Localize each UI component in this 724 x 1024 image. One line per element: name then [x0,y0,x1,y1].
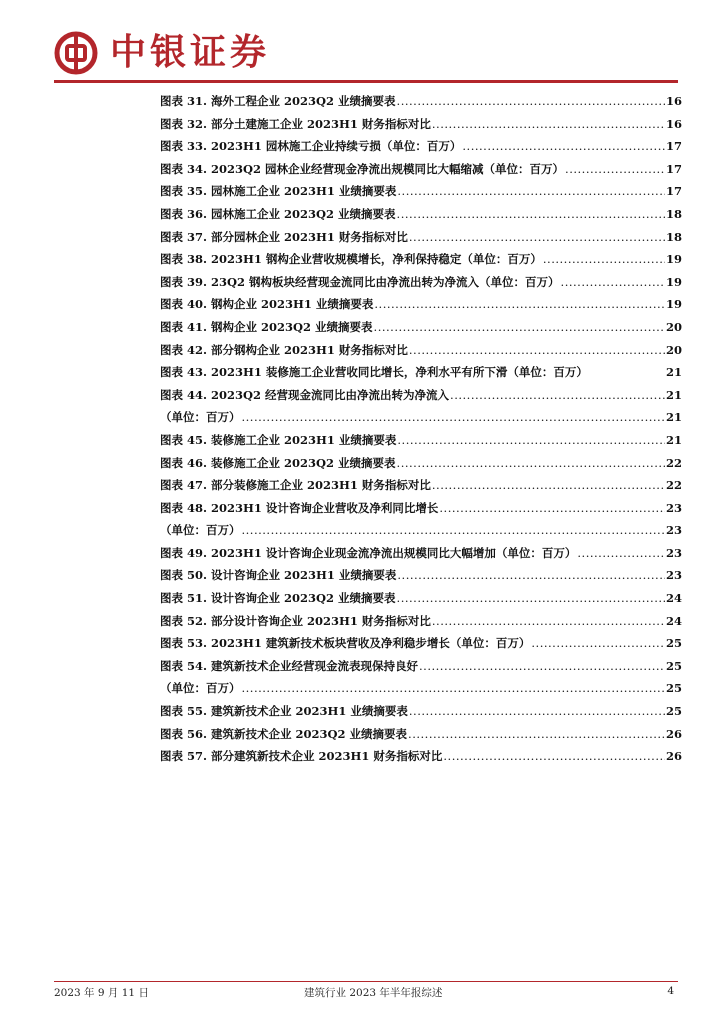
toc-entry[interactable] [160,409,682,432]
toc-dot-leader [432,614,665,628]
toc-entry-title: （单位：百万） [160,410,241,425]
toc-entry[interactable] [160,477,682,500]
toc-entry-page: 21 [665,432,682,447]
toc-entry-page: 25 [665,681,682,696]
toc-entry-page: 20 [665,319,682,334]
toc-entry-title: 图表 40. 钢构企业 2023H1 业绩摘要表 [160,297,374,312]
toc-entry-page: 26 [665,749,682,764]
toc-entry-title: 图表 57. 部分建筑新技术企业 2023H1 财务指标对比 [160,749,443,764]
toc-dot-leader [543,252,665,266]
toc-dot-leader [462,139,665,153]
toc-dot-leader [577,546,665,560]
toc-dot-leader [561,275,665,289]
toc-entry-page: 26 [665,726,682,741]
toc-entry[interactable] [160,500,682,523]
toc-entry[interactable] [160,680,682,703]
toc-entry-title: 图表 41. 钢构企业 2023Q2 业绩摘要表 [160,319,373,334]
toc-entry-title: 图表 32. 部分土建施工企业 2023H1 财务指标对比 [160,116,431,131]
toc-entry-page: 23 [665,568,682,583]
toc-entry-title: 图表 38. 2023H1 钢构企业营收规模增长，净利保持稳定（单位：百万） [160,252,542,267]
toc-entry-title: （单位：百万） [160,681,241,696]
toc-dot-leader [374,320,665,334]
toc-dot-leader [397,94,665,108]
toc-entry-page: 22 [665,478,682,493]
toc-entry-page: 20 [665,342,682,357]
page-header [54,28,270,78]
toc-entry[interactable] [160,342,682,365]
toc-entry-page: 21 [665,387,682,402]
toc-dot-leader [242,410,665,424]
toc-entry-title: 图表 31. 海外工程企业 2023Q2 业绩摘要表 [160,94,396,108]
toc-entry[interactable] [160,590,682,613]
toc-entry-title: 图表 52. 部分设计咨询企业 2023H1 财务指标对比 [160,613,431,628]
toc-entry-page: 21 [665,365,682,380]
toc-entry-title: 图表 34. 2023Q2 园林企业经营现金净流出规模同比大幅缩减（单位：百万） [160,161,565,176]
toc-entry-title: 图表 50. 设计咨询企业 2023H1 业绩摘要表 [160,568,397,583]
toc-dot-leader [397,568,665,582]
toc-dot-leader [409,230,665,244]
toc-entry[interactable] [160,658,682,681]
brand-name: 中银证券 [110,32,271,73]
toc-entry[interactable] [160,387,682,410]
toc-entry-page: 19 [665,297,682,312]
toc-dot-leader [565,162,665,176]
toc-entry-page: 18 [665,206,682,221]
toc-entry[interactable] [160,613,682,636]
toc-entry[interactable] [160,703,682,726]
footer-date: 2023 年 9 月 11 日 [54,987,149,999]
toc-entry[interactable] [160,229,682,252]
header-divider [54,80,678,83]
toc-dot-leader [374,297,665,311]
toc-entry-title: 图表 45. 装修施工企业 2023H1 业绩摘要表 [160,432,397,447]
toc-entry-title: 图表 42. 部分钢构企业 2023H1 财务指标对比 [160,342,408,357]
toc-entry-title: 图表 55. 建筑新技术企业 2023H1 业绩摘要表 [160,704,408,719]
toc-entry-page: 17 [665,184,682,199]
toc-entry-title: 图表 49. 2023H1 设计咨询企业现金流净流出规模同比大幅增加（单位：百万） [160,545,577,560]
toc-entry-page: 19 [665,252,682,267]
toc-entry-page: 23 [665,500,682,515]
toc-entry-page: 18 [665,229,682,244]
toc-entry-title: 图表 43. 2023H1 装修施工企业营收同比增长，净利水平有所下滑（单位：百万） [160,365,588,380]
toc-entry-title: （单位：百万） [160,523,241,538]
toc-entry-page: 16 [665,94,682,108]
toc-entry-title: 图表 47. 部分装修施工企业 2023H1 财务指标对比 [160,478,431,493]
toc-entry[interactable] [160,251,682,274]
toc-entry[interactable] [160,296,682,319]
toc-dot-leader [397,433,665,447]
toc-entry[interactable] [160,522,682,545]
footer-title: 建筑行业 2023 年半年报综述 [304,987,443,999]
toc-dot-leader [419,659,665,673]
toc-entry[interactable] [160,206,682,229]
toc-entry-title: 图表 56. 建筑新技术企业 2023Q2 业绩摘要表 [160,726,408,741]
toc-entry[interactable] [160,319,682,342]
toc-entry-title: 图表 54. 建筑新技术企业经营现金流表现保持良好 [160,658,419,673]
toc-entry[interactable] [160,455,682,478]
toc-entry-title: 图表 51. 设计咨询企业 2023Q2 业绩摘要表 [160,591,396,606]
toc-entry[interactable] [160,116,682,139]
toc-entry-page: 25 [665,658,682,673]
toc-entry[interactable] [160,364,682,387]
toc-dot-leader [450,388,665,402]
toc-entry-page: 25 [665,636,682,651]
toc-entry-page: 25 [665,704,682,719]
toc-dot-leader [432,478,665,492]
toc-entry[interactable] [160,635,682,658]
toc-entry-title: 图表 44. 2023Q2 经营现金流同比由净流出转为净流入 [160,387,450,402]
toc-dot-leader [409,343,665,357]
toc-entry[interactable] [160,274,682,297]
toc-dot-leader [443,749,665,763]
toc-dot-leader [408,727,665,741]
page-footer [54,985,674,1001]
toc-entry-title: 图表 48. 2023H1 设计咨询企业营收及净利同比增长 [160,500,439,515]
toc-dot-leader [242,523,665,537]
toc-entry-page: 23 [665,523,682,538]
toc-entry[interactable] [160,93,682,116]
toc-entry-page: 17 [665,161,682,176]
toc-entry[interactable] [160,183,682,206]
figure-list [160,93,682,771]
page-number: 4 [667,985,674,997]
toc-entry[interactable] [160,545,682,568]
toc-entry[interactable] [160,567,682,590]
toc-entry-page: 16 [665,116,682,131]
toc-entry-page: 24 [665,591,682,606]
boc-logo-icon [54,31,98,75]
toc-entry-page: 19 [665,274,682,289]
toc-entry-title: 图表 36. 园林施工企业 2023Q2 业绩摘要表 [160,206,396,221]
toc-entry-title: 图表 46. 装修施工企业 2023Q2 业绩摘要表 [160,455,396,470]
toc-entry[interactable] [160,726,682,749]
toc-dot-leader [432,117,665,131]
toc-entry-page: 23 [665,545,682,560]
toc-dot-leader [397,207,665,221]
toc-dot-leader [397,456,665,470]
footer-divider [54,981,678,982]
toc-dot-leader [439,501,665,515]
toc-entry-title: 图表 35. 园林施工企业 2023H1 业绩摘要表 [160,184,397,199]
toc-entry[interactable] [160,432,682,455]
toc-entry-title: 图表 39. 23Q2 钢构板块经营现金流同比由净流出转为净流入（单位：百万） [160,274,560,289]
toc-entry[interactable] [160,161,682,184]
toc-entry[interactable] [160,138,682,161]
toc-entry-page: 17 [665,139,682,154]
toc-dot-leader [531,636,665,650]
toc-entry-page: 21 [665,410,682,425]
toc-entry-title: 图表 53. 2023H1 建筑新技术板块营收及净利稳步增长（单位：百万） [160,636,531,651]
toc-entry-page: 22 [665,455,682,470]
toc-dot-leader [242,681,665,695]
toc-entry-title: 图表 33. 2023H1 园林施工企业持续亏损（单位：百万） [160,139,462,154]
toc-entry[interactable] [160,748,682,771]
toc-entry-page: 24 [665,613,682,628]
toc-dot-leader [409,704,665,718]
toc-dot-leader [397,591,665,605]
toc-entry-title: 图表 37. 部分园林企业 2023H1 财务指标对比 [160,229,408,244]
toc-dot-leader [397,184,665,198]
